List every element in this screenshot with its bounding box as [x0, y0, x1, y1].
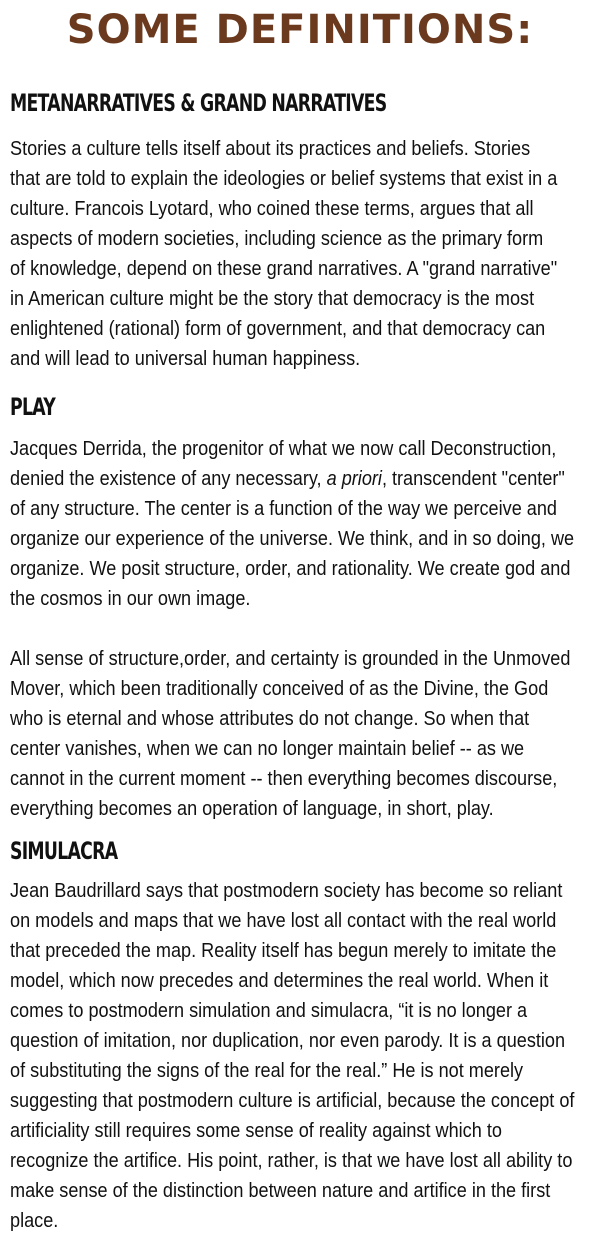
heading-play: PLAY	[10, 393, 56, 421]
paragraph-play-2: All sense of structure,order, and certainty is grounded in the Unmoved Mover, which been traditionally conceived of as the Divine, the God who is eternal and whose attributes do not change. So when that center vanishes, when we can no longer maintain belief -- as we cannot in the current moment -- then everything becomes discourse, everything becomes an operation of language, in short, play.	[10, 648, 571, 820]
page-title: SOME DEFINITIONS:	[66, 7, 534, 53]
heading-metanarratives: METANARRATIVES & GRAND NARRATIVES	[10, 89, 387, 117]
paragraph-play-1-after: , transcendent "center" of any structure. The center is a function of the way we perceive and organize our experience of the universe. We think, and in so doing, we organize. We posit structure, order, and rationality. We create god and the cosmos in our own image.	[10, 468, 575, 610]
paragraph-play-1	[10, 434, 580, 614]
paragraph-simulacra: Jean Baudrillard says that postmodern society has become so reliant on models and maps that we have lost all contact with the real world that preceded the map. Reality itself has begun merely to imitate the model, which now precedes and determines the real world. When it comes to postmodern simulation and simulacra, “it is no longer a question of imitation, nor duplication, nor even parody. It is a question of substituting the signs of the real for the real.” He is not merely suggesting that postmodern culture is artificial, because the concept of artificiality still requires some sense of reality against which to recognize the artifice. His point, rather, is that we have lost all ability to make sense of the distinction between nature and artifice in the first place.	[10, 880, 575, 1232]
heading-simulacra: SIMULACRA	[10, 837, 118, 865]
paragraph-play-1-italic: a priori	[326, 468, 382, 490]
paragraph-metanarratives: Stories a culture tells itself about its practices and beliefs. Stories that are told to explain the ideologies or belief systems that exist in a culture. Francois Lyotard, who coined these terms, argues that all aspects of modern societies, including science as the primary form of knowledge, depend on these grand narratives. A "grand narrative" in American culture might be the story that democracy is the most enlightened (rational) form of government, and that democracy can and will lead to universal human happiness.	[10, 138, 558, 370]
paragraph-play-1-before: Jacques Derrida, the progenitor of what we now call Deconstruction, denied the existence of any necessary,	[10, 438, 557, 490]
